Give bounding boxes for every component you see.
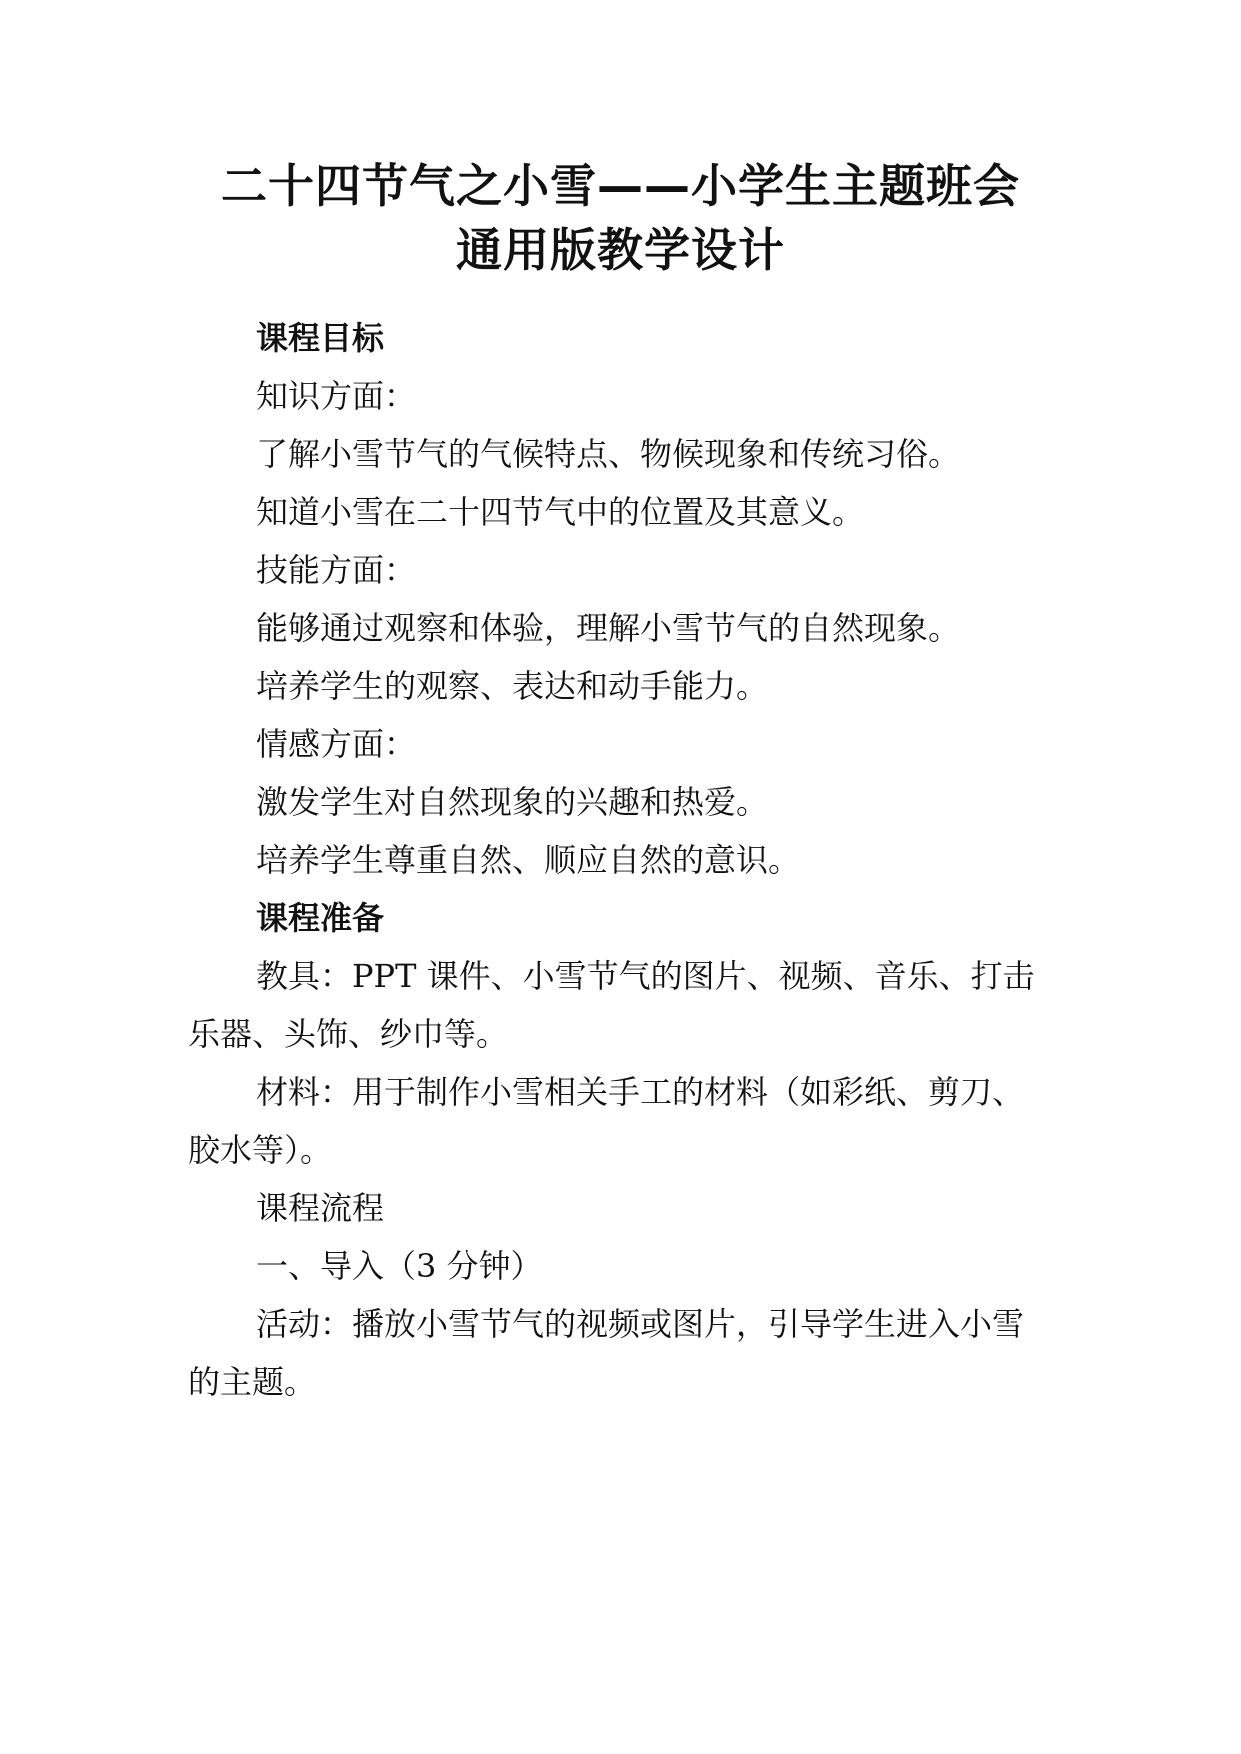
document-title-line-1: 二十四节气之小雪——小学生主题班会 — [221, 159, 1020, 213]
section-heading-preparation: 课程准备 — [256, 899, 385, 937]
label-course-flow: 课程流程 — [256, 1189, 385, 1227]
paragraph-tools-line-1: 教具：PPT 课件、小雪节气的图片、视频、音乐、打击 — [256, 957, 1035, 995]
label-knowledge: 知识方面： — [256, 377, 417, 415]
paragraph-tools-line-2: 乐器、头饰、纱巾等。 — [188, 1015, 509, 1053]
paragraph-knowledge-2: 知道小雪在二十四节气中的位置及其意义。 — [256, 493, 865, 531]
step-1-title: 一、导入（3 分钟） — [256, 1247, 543, 1285]
paragraph-skill-2: 培养学生的观察、表达和动手能力。 — [256, 667, 769, 705]
paragraph-emotion-2: 培养学生尊重自然、顺应自然的意识。 — [256, 841, 801, 879]
paragraph-skill-1: 能够通过观察和体验，理解小雪节气的自然现象。 — [256, 609, 961, 647]
paragraph-materials-line-1: 材料：用于制作小雪相关手工的材料（如彩纸、剪刀、 — [256, 1073, 1025, 1111]
paragraph-step-1-line-1: 活动：播放小雪节气的视频或图片，引导学生进入小雪 — [256, 1305, 1025, 1343]
document-title-line-2: 通用版教学设计 — [456, 223, 785, 277]
paragraph-emotion-1: 激发学生对自然现象的兴趣和热爱。 — [256, 783, 769, 821]
section-heading-goals: 课程目标 — [256, 319, 385, 357]
paragraph-materials-line-2: 胶水等）。 — [188, 1131, 333, 1169]
paragraph-knowledge-1: 了解小雪节气的气候特点、物候现象和传统习俗。 — [256, 435, 961, 473]
label-emotion: 情感方面： — [256, 725, 417, 763]
label-skill: 技能方面： — [256, 551, 417, 589]
paragraph-step-1-line-2: 的主题。 — [188, 1363, 317, 1401]
